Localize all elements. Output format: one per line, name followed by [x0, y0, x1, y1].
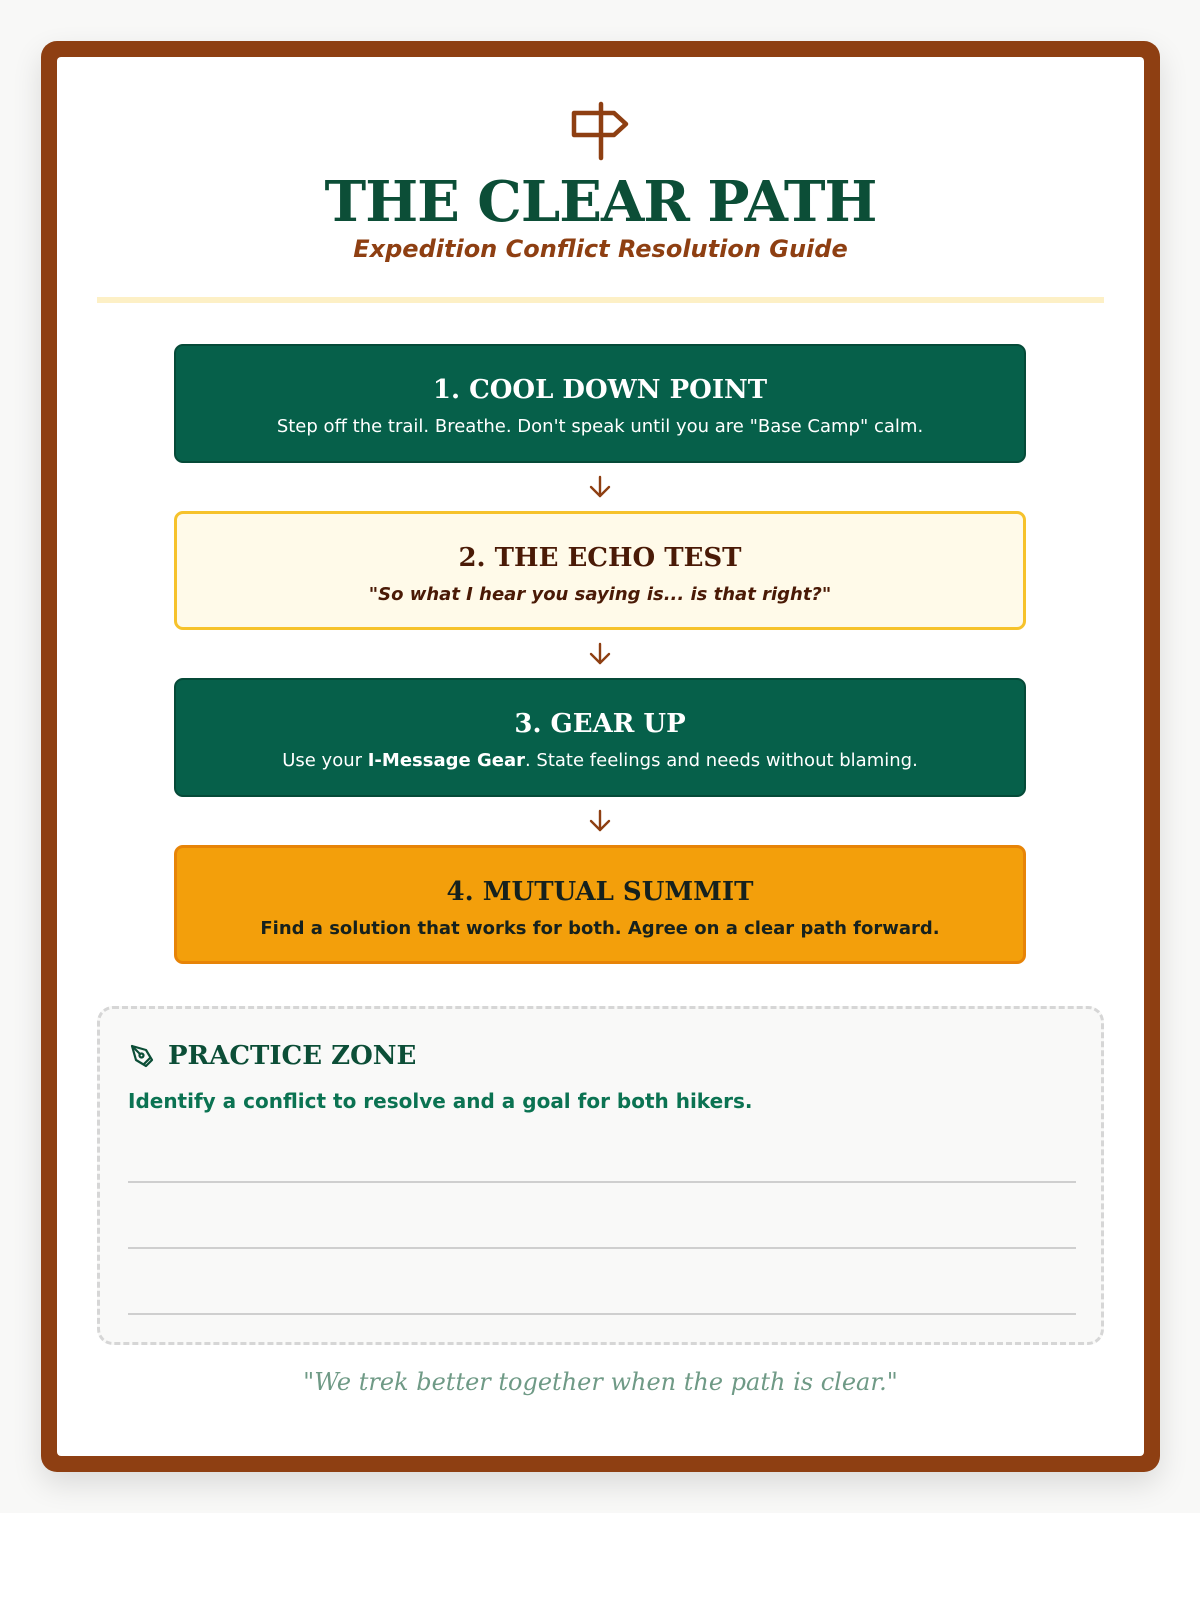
- step-title: 1. COOL DOWN POINT: [432, 375, 768, 405]
- page-subtitle: Expedition Conflict Resolution Guide: [353, 235, 848, 263]
- step-title: 4. MUTUAL SUMMIT: [446, 877, 754, 907]
- step-description: [176, 749, 1024, 773]
- step-mutual-summit: [174, 845, 1026, 964]
- steps-flow: [174, 344, 1026, 964]
- practice-title: PRACTICE ZONE: [168, 1041, 417, 1071]
- header: [57, 101, 1144, 265]
- signpost-icon: [570, 101, 632, 161]
- step-cool-down: [174, 344, 1026, 463]
- practice-prompt: Identify a conflict to resolve and a goal for both hikers.: [128, 1089, 753, 1113]
- arrow-down-icon: [174, 797, 1026, 845]
- step-gear-up: [174, 678, 1026, 797]
- step-description-lead: Use your: [282, 750, 368, 771]
- writing-line[interactable]: [128, 1313, 1076, 1315]
- step-title: 3. GEAR UP: [514, 709, 686, 739]
- pencil-icon: [128, 1042, 156, 1070]
- arrow-down-icon: [174, 463, 1026, 511]
- step-description: Find a solution that works for both. Agree on a clear path forward.: [260, 918, 940, 939]
- step-description-tail: . State feelings and needs without blaming.: [524, 750, 918, 771]
- arrow-down-icon: [174, 630, 1026, 678]
- practice-zone: [97, 1006, 1104, 1345]
- footer-quote: "We trek better together when the path is clear.": [303, 1368, 898, 1396]
- header-divider: [97, 297, 1104, 303]
- i-message-gear-term: I-Message Gear: [367, 750, 525, 771]
- guide-frame: [41, 41, 1160, 1472]
- step-title: 2. THE ECHO TEST: [458, 543, 742, 573]
- step-echo-test: [174, 511, 1026, 630]
- step-description: "So what I hear you saying is... is that right?": [368, 584, 832, 605]
- page-title: THE CLEAR PATH: [324, 169, 877, 235]
- writing-line[interactable]: [128, 1181, 1076, 1183]
- guide-sheet: [57, 57, 1144, 1456]
- practice-header: [128, 1039, 416, 1073]
- step-description: Step off the trail. Breathe. Don't speak until you are "Base Camp" calm.: [276, 416, 924, 437]
- writing-line[interactable]: [128, 1247, 1076, 1249]
